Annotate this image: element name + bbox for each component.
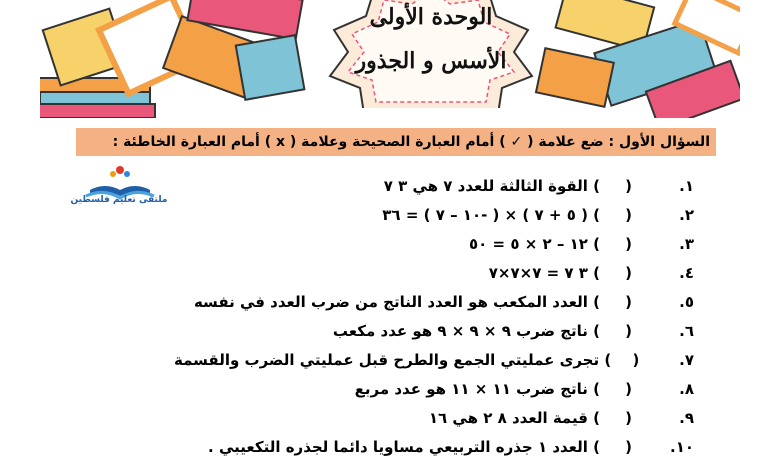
answer-box[interactable]: ( (632, 351, 640, 369)
item-text: ) القوة الثالثة للعدد ٧ هي ٣ ٧ (383, 177, 600, 195)
list-item (174, 404, 694, 433)
question-items (174, 172, 694, 462)
list-item (174, 346, 694, 375)
list-item (174, 375, 694, 404)
item-number: ٢. (679, 206, 694, 224)
answer-box[interactable]: ( (625, 438, 632, 456)
list-item (174, 172, 694, 201)
answer-box[interactable]: ( (625, 235, 632, 253)
list-item (174, 433, 694, 462)
item-text: ) ناتج ضرب ١١ × ١١ هو عدد مربع (354, 380, 600, 398)
item-number: ٨. (679, 380, 694, 398)
list-item (174, 259, 694, 288)
item-number: ١. (679, 177, 694, 195)
item-text: ) ( ٥ + ٧ ) × ( -١٠ – ٧ ) = ٣٦ (382, 206, 600, 224)
list-item (174, 230, 694, 259)
answer-box[interactable]: ( (625, 264, 632, 282)
logo-caption: ملتقى تعليم فلسطين (70, 195, 168, 205)
item-text: ) العدد ١ جذره التربيعي مساويا دائما لجذره التكعيبي . (208, 438, 600, 456)
item-text: ) ناتج ضرب ٩ × ٩ × ٩ هو عدد مكعب (332, 322, 600, 340)
list-item (174, 317, 694, 346)
item-text: ) ٣ ٧ = ٧×٧×٧ (488, 264, 600, 282)
answer-box[interactable]: ( (625, 177, 632, 195)
item-text: ) تجرى عمليتي الجمع والطرح قبل عمليتي الضرب والقسمة (174, 351, 612, 369)
lesson-title: الأسس و الجذور (355, 48, 507, 74)
item-number: ٧. (679, 351, 694, 369)
answer-box[interactable]: ( (625, 206, 632, 224)
item-number: ٤. (679, 264, 694, 282)
item-text: ) ١٢ – ٢ × ٥ = ٥٠ (469, 235, 600, 253)
item-number: ١٠. (669, 438, 694, 456)
item-number: ٣. (679, 235, 694, 253)
question-header: السؤال الأول : ضع علامة ( ✓ ) أمام العبارة الصحيحة وعلامة ( x ) أمام العبارة الخاطئة : (76, 128, 716, 156)
answer-box[interactable]: ( (625, 380, 632, 398)
list-item (174, 288, 694, 317)
answer-box[interactable]: ( (625, 409, 632, 427)
list-item (174, 201, 694, 230)
item-text: ) العدد المكعب هو العدد الناتج من ضرب العدد في نفسه (193, 293, 600, 311)
item-text: ) قيمة العدد ٨ ٢ هي ١٦ (428, 409, 600, 427)
answer-box[interactable]: ( (625, 322, 632, 340)
item-number: ٩. (679, 409, 694, 427)
item-number: ٥. (679, 293, 694, 311)
unit-title: الوحدة الأولى (369, 4, 493, 30)
item-number: ٦. (679, 322, 694, 340)
answer-box[interactable]: ( (625, 293, 632, 311)
header-banner (40, 0, 740, 118)
